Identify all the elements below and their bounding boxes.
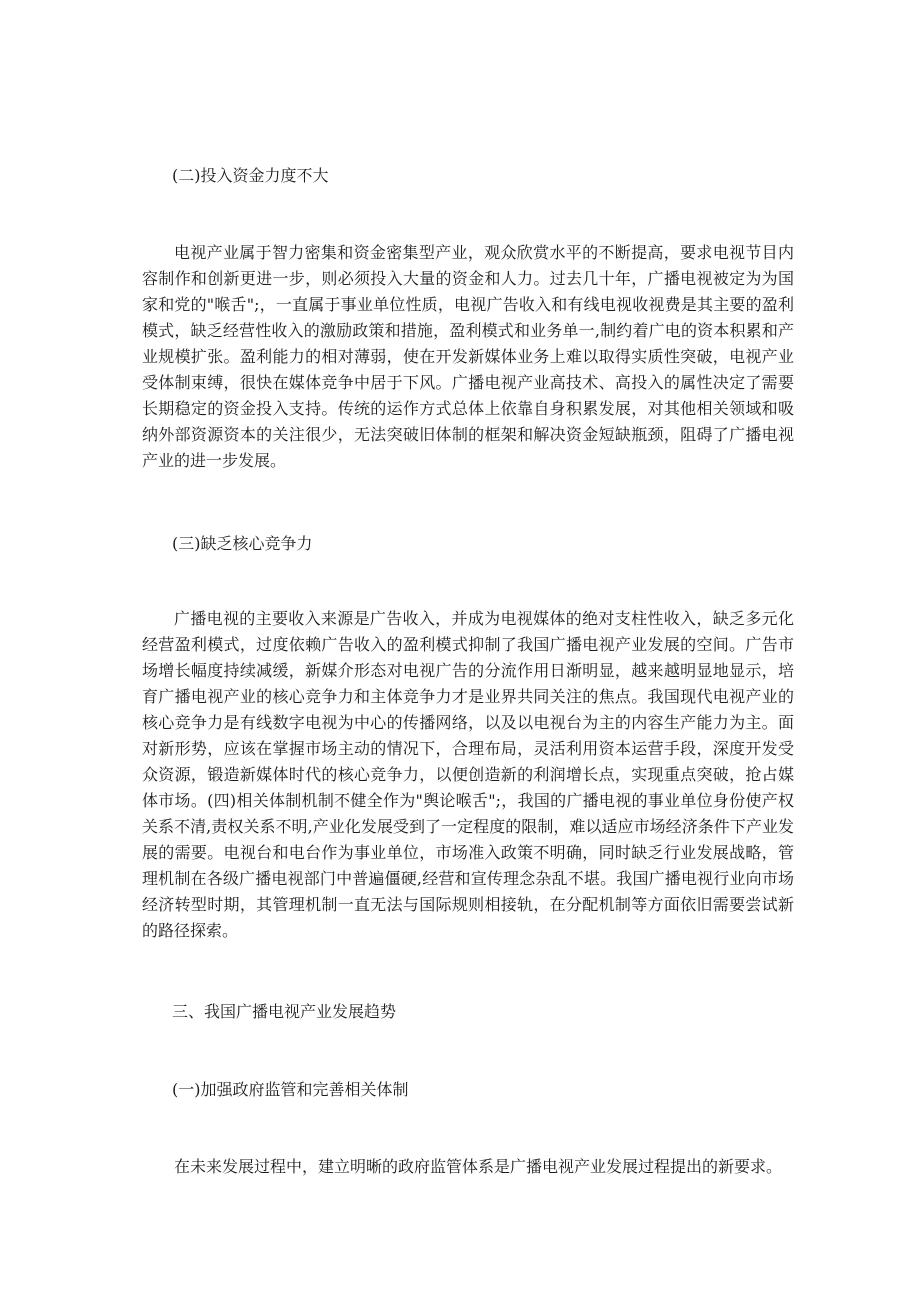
part-heading-trends: 三、我国广播电视产业发展趋势 xyxy=(172,1002,397,1021)
section-heading-2: (二)投入资金力度不大 xyxy=(172,166,329,185)
paragraph-funding: 电视产业属于智力密集和资金密集型产业，观众欣赏水平的不断提高，要求电视节目内容制作和创新更进一步，则必须投入大量的资金和人力。过去几十年，广播电视被定为为国家和党的"喉舌";，一直属于事业单位性质，电视广告收入和有线电视收视费是其主要的盈利模式，缺乏经营性收入的激励政策和措施，盈利模式和业务单一,制约着广电的资本积累和产业规模扩张。盈利能力的相对薄弱，使在开发新媒体业务上难以取得实质性突破，电视产业受体制束缚，很快在媒体竞争中居于下风。广播电视产业高技术、高投入的属性决定了需要长期稳定的资金投入支持。传统的运作方式总体上依靠自身积累发展，对其他相关领域和吸纳外部资源资本的关注很少，无法突破旧体制的框架和解决资金短缺瓶颈，阻碍了广播电视产业的进一步发展。 xyxy=(142,243,794,470)
section-heading-3: (三)缺乏核心竞争力 xyxy=(172,534,313,553)
paragraph-supervision: 在未来发展过程中，建立明晰的政府监管体系是广播电视产业发展过程提出的新要求。 xyxy=(174,1157,783,1176)
paragraph-core-competitiveness: 广播电视的主要收入来源是广告收入，并成为电视媒体的绝对支柱性收入，缺乏多元化经营盈利模式，过度依赖广告收入的盈利模式抑制了我国广播电视产业发展的空间。广告市场增长幅度持续减缓，新媒介形态对电视广告的分流作用日渐明显，越来越明显地显示，培育广播电视产业的核心竞争力和主体竞争力才是业界共同关注的焦点。我国现代电视产业的核心竞争力是有线数字电视为中心的传播网络，以及以电视台为主的内容生产能力为主。面对新形势，应该在掌握市场主动的情况下，合理布局，灵活利用资本运营手段，深度开发受众资源，锻造新媒体时代的核心竞争力，以便创造新的利润增长点，实现重点突破，抢占媒体市场。(四)相关体制机制不健全作为"舆论喉舌";，我国的广播电视的事业单位身份使产权关系不清,责权关系不明,产业化发展受到了一定程度的限制，难以适应市场经济条件下产业发展的需要。电视台和电台作为事业单位，市场准入政策不明确，同时缺乏行业发展战略，管理机制在各级广播电视部门中普遍僵硬,经营和宣传理念杂乱不堪。我国广播电视行业向市场经济转型时期，其管理机制一直无法与国际规则相接轨，在分配机制等方面依旧需要尝试新的路径探索。 xyxy=(142,609,794,940)
section-heading-sub1: (一)加强政府监管和完善相关体制 xyxy=(172,1080,409,1099)
